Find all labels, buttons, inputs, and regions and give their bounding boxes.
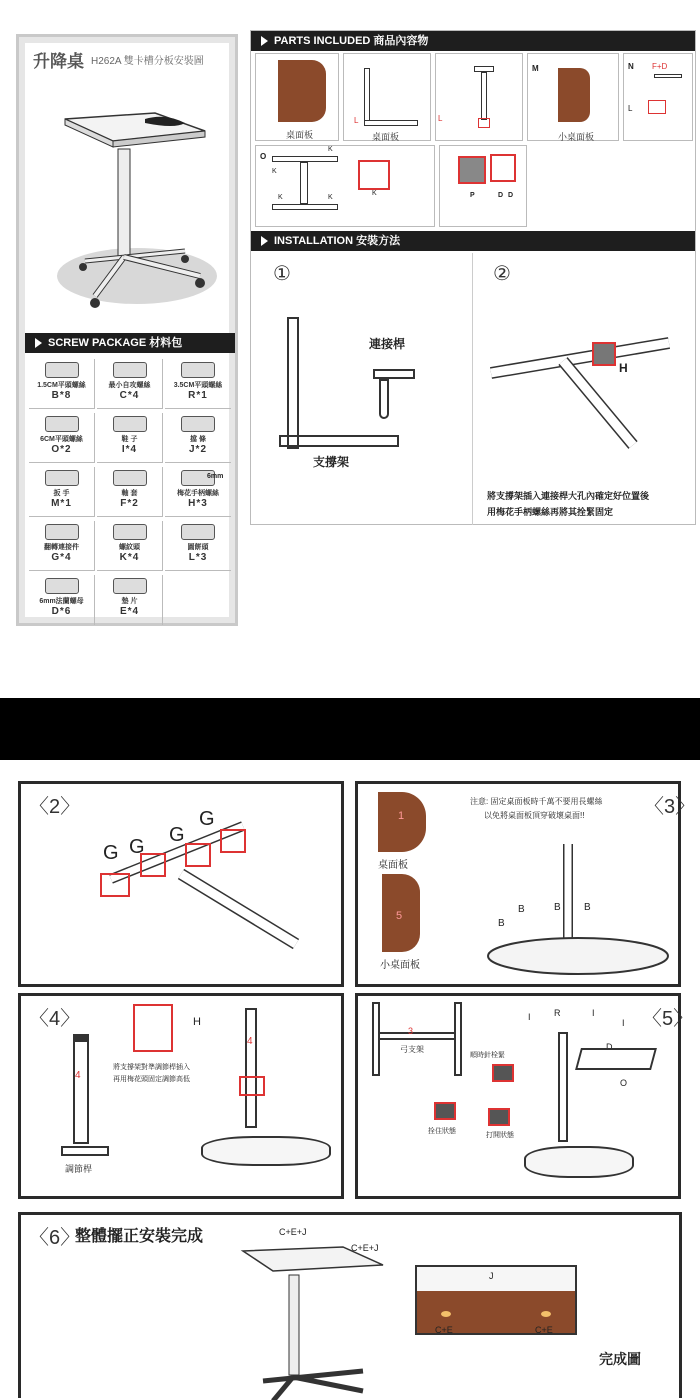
screw-item: [97, 521, 163, 571]
part-crank: N F+D L: [623, 53, 693, 141]
bearing-size-label: 6mm: [207, 473, 224, 480]
screw-item: [29, 467, 95, 517]
screw-code: C*4: [119, 390, 140, 401]
step-panel-3: 〈3〉 1 桌面板 5 小桌面板 注意: 固定桌面板時千萬不要用長螺絲 以免將桌面板頂穿破壞桌面!! B B B B: [355, 781, 681, 987]
screw-icon: [181, 362, 215, 378]
screw-code: K*4: [119, 552, 140, 563]
screw-name: 6CM平頭螺絲: [40, 436, 83, 443]
installation-header: INSTALLATION 安裝方法: [251, 231, 695, 251]
screw-code: F*2: [120, 498, 139, 509]
screw-code: B*8: [51, 390, 72, 401]
screw-item: [165, 521, 231, 571]
screw-name: 梅花手柄螺絲: [177, 490, 219, 497]
part-small-board: M 小桌面板: [527, 53, 619, 141]
screw-icon: [45, 362, 79, 378]
part-rod: L: [435, 53, 523, 141]
screw-icon: [113, 524, 147, 540]
screw-icon: [45, 578, 79, 594]
parts-header: PARTS INCLUDED 商品內容物: [251, 31, 695, 51]
screw-code: L*3: [188, 552, 208, 563]
screw-item: [97, 413, 163, 463]
part-desk-board: 桌面板: [255, 53, 339, 141]
part-frame: L 桌面板: [343, 53, 431, 141]
screw-code: I*4: [121, 444, 138, 455]
screw-item: [165, 413, 231, 463]
screw-item: [29, 521, 95, 571]
screw-name: 3.5CM平頭螺絲: [173, 382, 223, 389]
screw-name: 鞋 子: [121, 436, 138, 443]
step-panel-6: 〈6〉 整體擺正安裝完成 C+E+J C+E+J J C+E C+E 完成圖: [18, 1212, 682, 1398]
screw-code: D*6: [51, 606, 72, 617]
product-card: [16, 34, 238, 626]
screw-name: 翻轉連接件: [44, 544, 79, 551]
screw-name: 圓餅頭: [187, 544, 209, 551]
screw-icon: [181, 524, 215, 540]
screw-name: 最小自攻螺絲: [108, 382, 151, 389]
screw-item: [29, 359, 95, 409]
desk-illustration: [25, 71, 235, 331]
screw-name: 螺紋頭: [119, 544, 140, 551]
screw-code: J*2: [188, 444, 207, 455]
screw-grid: [25, 355, 235, 630]
screw-name: 擋 條: [190, 436, 206, 443]
screw-code: H*3: [188, 498, 208, 509]
parts-install-panel: [250, 30, 696, 525]
section-divider: [0, 698, 700, 760]
screw-item: [29, 413, 95, 463]
screw-item: [97, 359, 163, 409]
install-step-1: ① 連接桿 支撐架: [251, 253, 473, 525]
screw-name: 軸 套: [121, 490, 138, 497]
screw-icon: [45, 416, 79, 432]
screw-icon: [113, 416, 147, 432]
screw-item: [29, 575, 95, 625]
screw-icon: [45, 524, 79, 540]
screw-item: [165, 359, 231, 409]
step-panel-5: 〈5〉 3 弓支架 順時針栓緊 拴住狀態 打開狀態 R I I I D O: [355, 993, 681, 1199]
screw-icon: [45, 470, 79, 486]
screw-icon: [113, 362, 147, 378]
screw-code: R*1: [188, 390, 208, 401]
step-panel-4: 〈4〉 4 調節桿 H 將支撐架對準調節桿插入 再用梅花頭固定調節高低 4: [18, 993, 344, 1199]
screw-code: G*4: [51, 552, 72, 563]
screw-name: 6mm法蘭螺母: [39, 598, 84, 605]
screw-package-header: SCREW PACKAGE 材料包: [25, 333, 235, 353]
screw-code: M*1: [51, 498, 72, 509]
screw-name: 墊 片: [121, 598, 138, 605]
screw-code: O*2: [51, 444, 72, 455]
screw-code: E*4: [119, 606, 140, 617]
detail-view: J: [415, 1265, 577, 1335]
part-base-frame: O K K K K K: [255, 145, 435, 227]
screw-item: [97, 575, 163, 625]
screw-name: 扳 手: [53, 490, 70, 497]
part-feet: P D D: [439, 145, 527, 227]
step-panel-2: 〈2〉 G G G G: [18, 781, 344, 987]
product-title: 升降桌: [33, 52, 84, 71]
screw-item: [97, 467, 163, 517]
screw-name: 1.5CM平頭螺絲: [37, 382, 86, 389]
install-step-2: ② H 將支撐架插入連接桿大孔內確定好位置後 用梅花手柄螺絲再將其拴緊固定: [473, 253, 695, 525]
product-subtitle: H262A 雙卡槽分板安裝圖: [91, 56, 204, 67]
screw-icon: [113, 470, 147, 486]
screw-icon: [113, 578, 147, 594]
screw-icon: [181, 416, 215, 432]
